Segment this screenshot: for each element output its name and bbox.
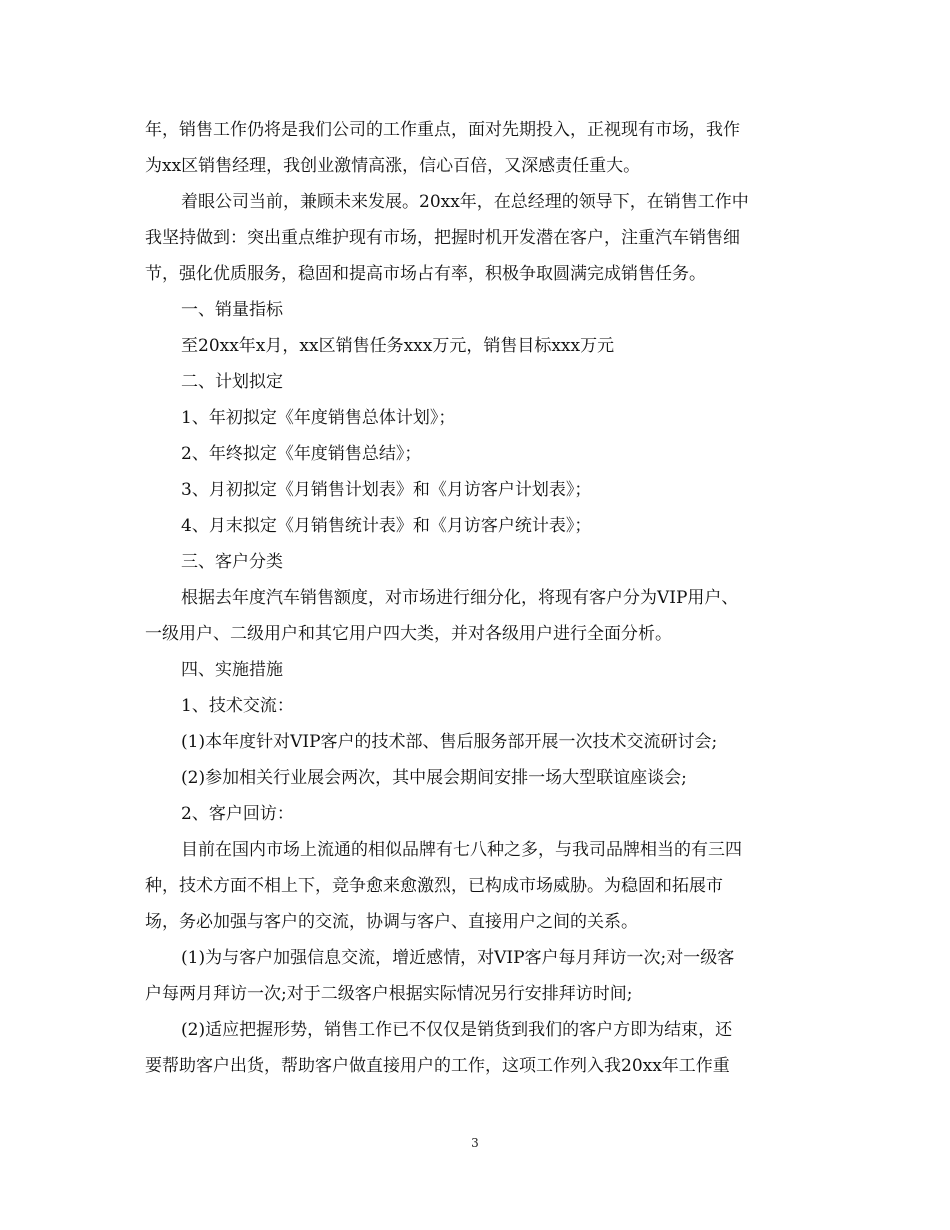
page-number: 3 [471,1136,479,1150]
text-line: 一、销量指标 [181,300,283,320]
text-line: 户每两月拜访一次;对于二级客户根据实际情况另行安排拜访时间; [145,984,633,1004]
text-line: 要帮助客户出货，帮助客户做直接用户的工作，这项工作列入我20xx年工作重 [145,1056,730,1076]
text-line: 1、技术交流： [181,696,294,716]
text-line: 4、月末拟定《月销售统计表》和《月访客户统计表》； [181,516,592,536]
document-body [145,112,810,1084]
text-line: (1)为与客户加强信息交流，增近感情，对VIP客户每月拜访一次;对一级客 [181,948,735,968]
text-line: 1、年初拟定《年度销售总体计划》； [181,408,456,428]
text-line: 至20xx年x月，xx区销售任务xxx万元，销售目标xxx万元 [181,336,615,356]
text-line: 三、客户分类 [181,552,283,572]
text-line: 场，务必加强与客户的交流，协调与客户、直接用户之间的关系。 [145,912,638,932]
text-line: 2、年终拟定《年度销售总结》； [181,444,422,464]
text-line: (1)本年度针对VIP客户的技术部、售后服务部开展一次技术交流研讨会; [181,732,718,752]
text-line: (2)参加相关行业展会两次，其中展会期间安排一场大型联谊座谈会; [181,768,687,788]
text-line: 节，强化优质服务，稳固和提高市场占有率，积极争取圆满完成销售任务。 [145,264,706,284]
text-line: 目前在国内市场上流通的相似品牌有七八种之多，与我司品牌相当的有三四 [181,840,742,860]
text-line: 年，销售工作仍将是我们公司的工作重点，面对先期投入，正视现有市场，我作 [145,120,740,140]
text-line: 种，技术方面不相上下，竞争愈来愈激烈，已构成市场威胁。为稳固和拓展市 [145,876,723,896]
text-line: 一级用户、二级用户和其它用户四大类，并对各级用户进行全面分析。 [145,624,672,644]
text-line: 我坚持做到：突出重点维护现有市场，把握时机开发潜在客户，注重汽车销售细 [145,228,740,248]
text-line: 着眼公司当前，兼顾未来发展。20xx年，在总经理的领导下，在销售工作中 [181,192,749,212]
text-line: (2)适应把握形势，销售工作已不仅仅是销货到我们的客户方即为结束，还 [181,1020,733,1040]
text-line: 为xx区销售经理，我创业激情高涨，信心百倍，又深感责任重大。 [145,156,641,176]
text-line: 二、计划拟定 [181,372,283,392]
text-line: 根据去年度汽车销售额度，对市场进行细分化，将现有客户分为VIP用户、 [181,588,739,608]
text-line: 3、月初拟定《月销售计划表》和《月访客户计划表》； [181,480,592,500]
text-line: 2、客户回访： [181,804,294,824]
text-line: 四、实施措施 [181,660,283,680]
